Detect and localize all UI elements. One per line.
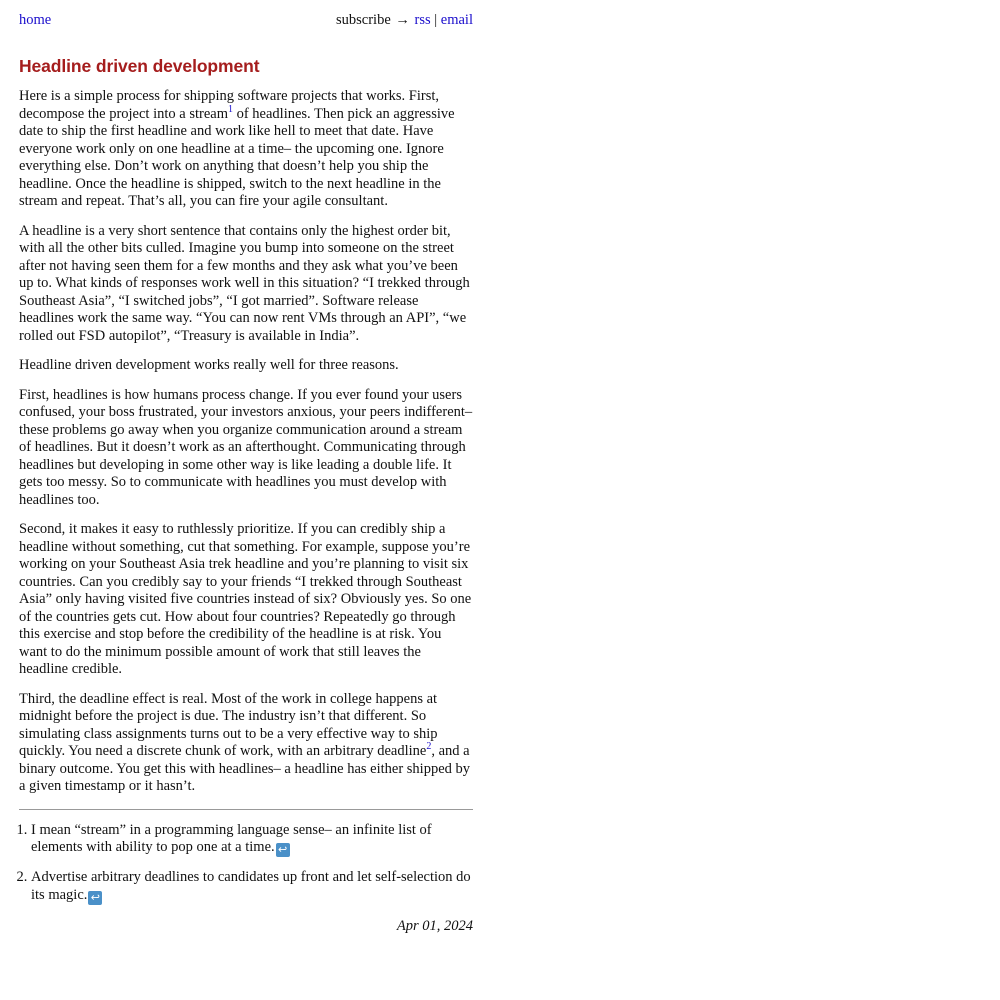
right-arrow-icon: →: [395, 12, 410, 28]
page-title: Headline driven development: [19, 56, 260, 76]
home-link[interactable]: home: [19, 12, 52, 28]
paragraph-6-text-a: Third, the deadline effect is real. Most of the work in college happens at midnight before the project is due. The industry isn’t that different. So simulating class assignments turns out to be a very effective way to ship quickly. You need a discrete chunk of work, with an arbitrary deadline: [19, 690, 438, 759]
footnotes-list: [19, 822, 473, 905]
rss-link[interactable]: rss: [414, 12, 431, 28]
footnote-2-text: Advertise arbitrary deadlines to candidates up front and let self-selection do its magic.: [31, 869, 471, 903]
email-link[interactable]: email: [440, 12, 473, 28]
paragraph-5: Second, it makes it easy to ruthlessly prioritize. If you can credibly ship a headline without something, cut that something. For example, suppose you’re working on your Southeast Asia trek headline and you’re planning to visit six countries. Can you credibly say to your friends “I trekked through Southeast Asia” only having visited five countries instead of six? Obviously yes. So one of the countries gets cut. How about four countries? Repeatedly go through this exercise and stop before the credibility of the headline is at risk. You want to do the minimum possible amount of work that still leaves the headline credible.: [19, 521, 472, 677]
footnote-item: [31, 869, 473, 905]
paragraph-2: A headline is a very short sentence that contains only the highest order bit, with all the other bits culled. Imagine you bump into someone on the street after not having seen them for a few months and they ask what you’ve been up to. What kinds of responses work well in this situation? “I trekked through Southeast Asia”, “I switched jobs”, “I got married”. Software release headlines work the same way. “You can now rent VMs through an API”, “we rolled out FSD autopilot”, “Treasury is available in India”.: [19, 222, 470, 344]
return-arrow-icon[interactable]: ↩: [88, 891, 102, 905]
footnote-ref-2-link[interactable]: 2: [426, 741, 432, 752]
paragraph-6: [19, 691, 473, 796]
paragraph-6-text-b: , and a binary outcome. You get this with headlines– a headline has either shipped by a given timestamp or it hasn’t.: [19, 743, 471, 794]
footnotes-divider: [19, 809, 473, 810]
post-date: Apr 01, 2024: [396, 917, 473, 934]
top-nav: [19, 11, 473, 29]
subscribe-label: subscribe: [335, 12, 391, 28]
paragraph-4: First, headlines is how humans process change. If you ever found your users confused, your boss frustrated, your investors anxious, your peers indifferent– these problems go away when you organize communication around a stream of headlines. But it doesn’t work as an afterthought. Communicating through headlines but developing in some other way is like leading a double life. It gets too messy. So to communicate with headlines you must develop with headlines too.: [19, 386, 473, 508]
paragraph-1-text-a: Here is a simple process for shipping software projects that works. First, decompose the project into a stream: [19, 88, 440, 122]
footnote-ref-1-link[interactable]: 1: [227, 103, 233, 115]
paragraph-1-text-b: of headlines. Then pick an aggressive date to ship the first headline and work like hell to meet that date. Have everyone work only on one headline at a time– the upcoming one. Ignore everything else. Don’t work on anything that doesn’t help you ship the headline. Once the headline is shipped, switch to the next headline in the stream and repeat. That’s all, you can fire your agile consultant.: [19, 105, 455, 209]
footnote-item: [31, 822, 473, 858]
subscribe-group: [336, 11, 473, 29]
paragraph-3: Headline driven development works really well for three reasons.: [19, 357, 399, 373]
article-body: [19, 88, 473, 796]
footnote-1-text: I mean “stream” in a programming language sense– an infinite list of elements with ability to pop one at a time.: [31, 821, 432, 855]
return-arrow-icon[interactable]: ↩: [276, 843, 290, 857]
nav-separator: |: [434, 12, 438, 28]
page: [19, 0, 473, 935]
paragraph-1: [19, 88, 473, 211]
